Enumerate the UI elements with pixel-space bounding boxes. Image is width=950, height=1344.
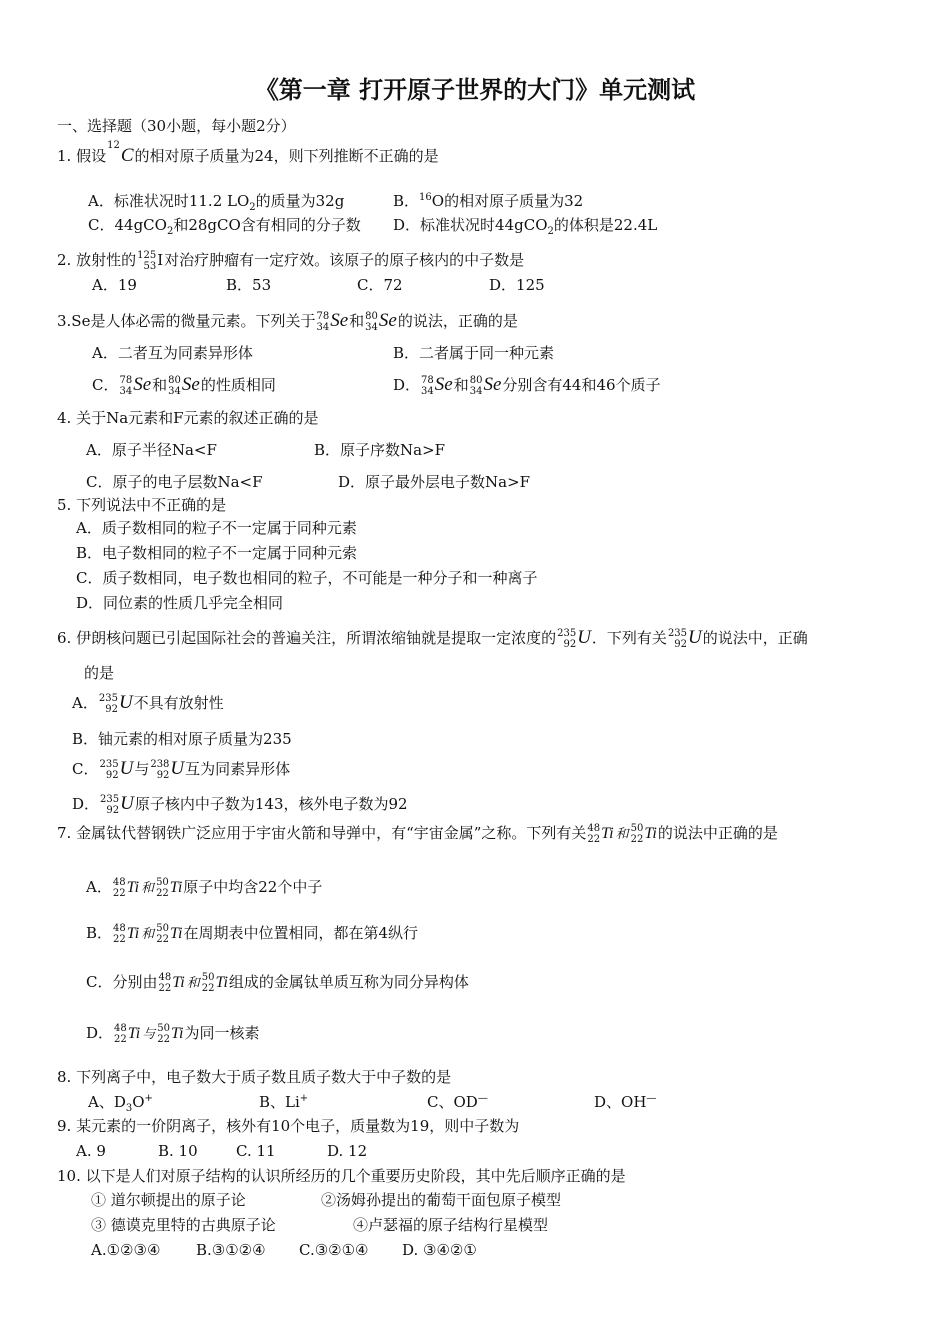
nuclide-u235: 235 92 U [99,758,134,781]
section-heading: 一、选择题（30小题，每小题2分） [57,117,296,135]
q10-stage-2: ②汤姆孙提出的葡萄干面包原子模型 [321,1191,562,1209]
q5-option-c: C．质子数相同，电子数也相同的粒子，不可能是一种分子和一种离子 [76,569,538,587]
nuclide-ti48: 48 22 Ti [158,972,185,994]
nuclide-u235: 235 92 U [100,793,134,816]
q5-option-a: A．质子数相同的粒子不一定属于同种元素 [76,519,357,537]
q3-option-a: A．二者互为同素异形体 [92,344,253,362]
q9-option-d: D. 12 [327,1142,368,1160]
nuclide-i125: 125 53 I [137,250,164,272]
nuclide-se78: 78 34 Se [316,310,349,333]
q2-option-a: A．19 [92,276,137,294]
question-4-stem: 4. 关于Na元素和F元素的叙述正确的是 [57,409,319,427]
nuclide-se78: 78 34 Se [421,374,453,397]
question-3-stem: 3.Se是人体必需的微量元素。下列关于 78 34 Se和 80 34 Se的说法，正确的是 [57,310,518,333]
nuclide-u235: 235 92 U [98,692,133,715]
q8-option-d: D、OH— [594,1093,657,1111]
nuclide-se78: 78 34 Se [119,374,152,397]
q10-option-b: B.③①②④ [196,1241,266,1259]
q7-option-b: B． 48 22 Ti 和 50 22 Ti在周期表中位置相同，都在第4纵行 [86,923,418,945]
question-6-stem: 6. 伊朗核问题已引起国际社会的普遍关注，所谓浓缩铀就是提取一定浓度的 235 92 U．下列有关 235 92 U的说法中，正确 [57,627,808,650]
nuclide-u238: 238 92 U [150,758,185,781]
question-1-stem: 1. 假设 12 C的相对原子质量为24，则下列推断不正确的是 [57,140,439,166]
q6-option-c: C． 235 92 U与 238 92 U互为同素异形体 [72,758,291,781]
q4-option-a: A．原子半径Na<F [86,441,217,459]
q8-option-c: C、OD— [427,1093,488,1111]
nuclide-u235: 235 92 U [557,627,591,650]
question-5-stem: 5. 下列说法中不正确的是 [57,496,227,514]
nuclide-ti50: 50 22 Ti [630,823,657,845]
q10-stage-3: ③ 德谟克里特的古典原子论 [91,1216,276,1234]
q9-option-c: C. 11 [236,1142,276,1160]
nuclide-ti50: 50 22 Ti [201,972,228,994]
nuclide-ti48: 48 22 Ti [112,877,140,899]
q6-option-d: D． 235 92 U原子核内中子数为143，核外电子数为92 [72,793,408,816]
nuclide-se80: 80 34 Se [469,374,502,397]
nuclide-ti50: 50 22 Ti [157,1023,184,1045]
nuclide-ti48: 48 22 Ti [114,1023,141,1045]
q3-option-d: D． 78 34 Se和 80 34 Se分别含有44和46个质子 [393,374,661,397]
question-2-stem: 2. 放射性的 125 53 I对治疗肿瘤有一定疗效。该原子的原子核内的中子数是 [57,250,525,272]
q7-option-d: D． 48 22 Ti 与 50 22 Ti为同一核素 [86,1023,260,1045]
q5-option-b: B．电子数相同的粒子不一定属于同种元索 [76,544,358,562]
q10-stage-1: ① 道尔顿提出的原子论 [91,1191,246,1209]
q9-option-b: B. 10 [158,1142,198,1160]
q10-stage-4: ④卢瑟福的原子结构行星模型 [353,1216,549,1234]
q8-option-b: B、Li+ [259,1093,309,1111]
q4-option-b: B．原子序数Na>F [314,441,446,459]
q2-option-b: B．53 [226,276,272,294]
q3-option-b: B．二者属于同一种元素 [393,344,555,362]
q2-option-c: C．72 [357,276,403,294]
q3-option-c: C． 78 34 Se和 80 34 Se的性质相同 [92,374,276,397]
q6-option-b: B．铀元素的相对原子质量为235 [72,730,292,748]
q9-option-a: A. 9 [76,1142,106,1160]
q4-option-c: C．原子的电子层数Na<F [86,473,263,491]
q1-option-b: B．$^{16}$O的相对原子质量为32 [393,192,584,210]
question-10-stem: 10. 以下是人们对原子结构的认识所经历的几个重要历史阶段，其中先后顺序正确的是 [57,1167,626,1185]
nuclide-ti48: 48 22 Ti [587,823,614,845]
nuclide-se80: 80 34 Se [168,374,200,397]
question-7-stem: 7. 金属钛代替钢铁广泛应用于宇宙火箭和导弹中，有“宇宙金属”之称。下列有关 48 22 Ti 和 50 22 Ti的说法中正确的是 [57,823,778,845]
q7-option-c: C．分别由 48 22 Ti 和 50 22 Ti组成的金属钛单质互称为同分异构体 [86,972,469,994]
q2-option-d: D．125 [489,276,545,294]
q1-option-d: D．标准状况时44gCO$_2$的体积是22.4L [393,216,658,237]
q5-option-d: D．同位素的性质几乎完全相同 [76,594,284,612]
q7-option-a: A． 48 22 Ti 和 50 22 Ti原子中均含22个中子 [86,877,323,899]
nuclide-u235: 235 92 U [667,627,702,650]
question-6-stem-continued: 的是 [84,664,115,682]
nuclide-ti50: 50 22 Ti [156,877,183,899]
nuclide-ti50: 50 22 Ti [156,923,183,945]
page-title: 《第一章 打开原子世界的大门》单元测试 [254,76,696,104]
nuclide-c12: 12 C [107,140,134,166]
q10-option-a: A.①②③④ [91,1241,161,1259]
q8-option-a: A、$D_3O^+$ [88,1093,153,1114]
nuclide-se80: 80 34 Se [365,310,397,333]
q1-option-a: A．标准状况时11.2 $LO_2$的质量为32g [88,192,345,213]
q4-option-d: D．原子最外层电子数Na>F [338,473,531,491]
nuclide-ti48: 48 22 Ti [113,923,140,945]
q1-option-c: C．44gCO$_2$和28gCO含有相同的分子数 [88,216,361,237]
q10-option-c: C.③②①④ [299,1241,369,1259]
question-8-stem: 8. 下列离子中，电子数大于质子数且质子数大于中子数的是 [57,1068,452,1086]
q10-option-d: D. ③④②① [402,1241,477,1259]
question-9-stem: 9. 某元素的一价阴离子，核外有10个电子，质量数为19，则中子数为 [57,1117,520,1135]
q6-option-a: A． 235 92 U不具有放射性 [72,692,224,715]
